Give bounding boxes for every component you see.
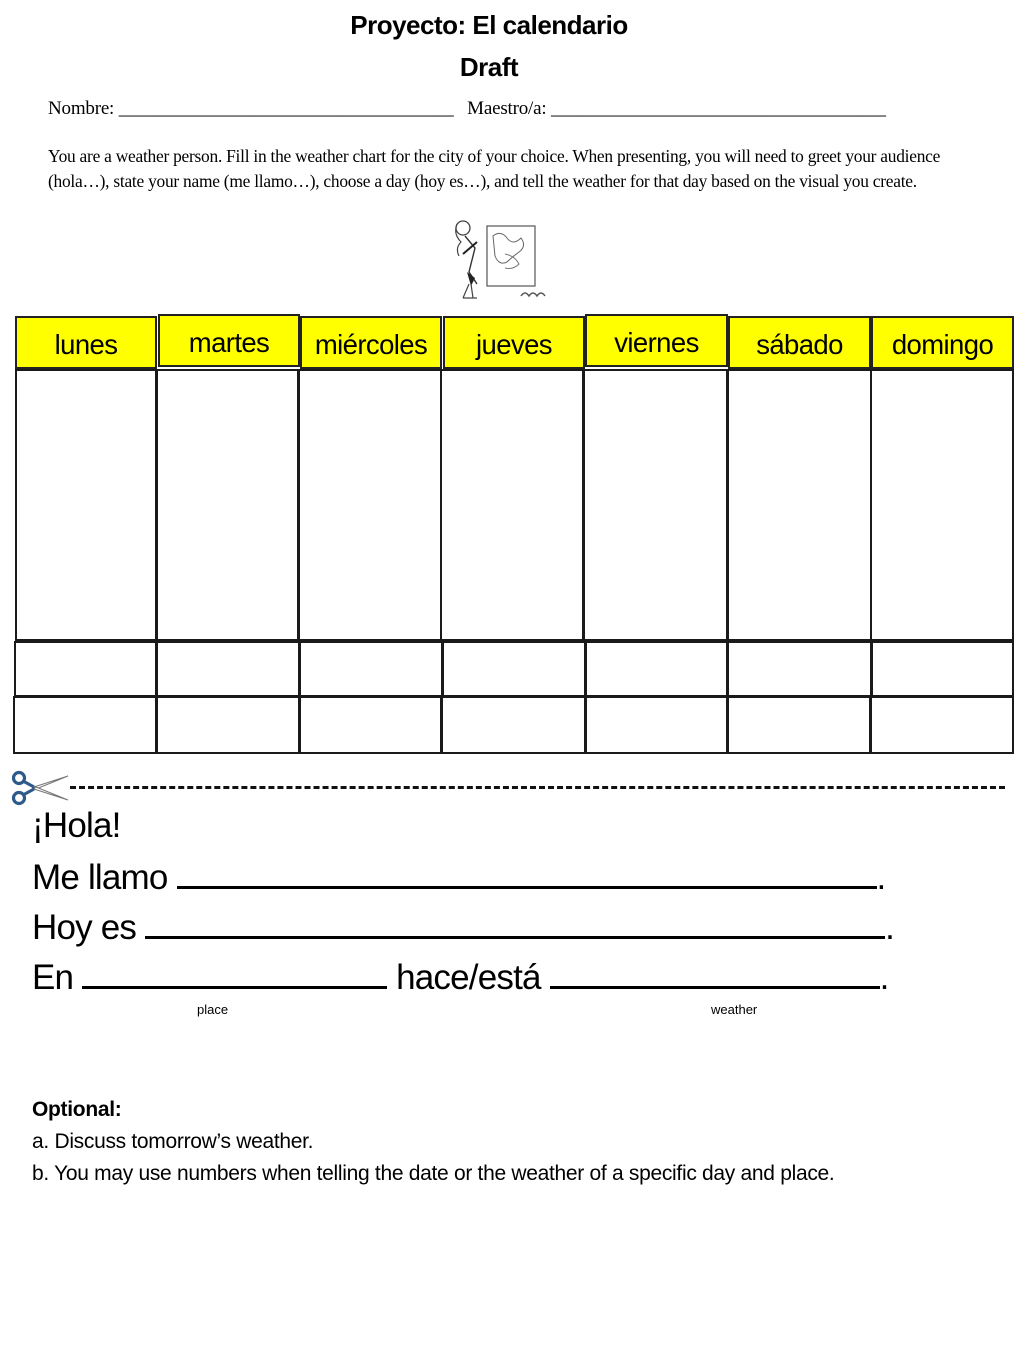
instructions: You are a weather person. Fill in the weather chart for the city of your choice. When presenting, you will need to greet your audience (hola…), state your name (me llamo…), choose a day (hoy es…), and tell the weather for that day based on the visual you create. (48, 146, 941, 191)
name-teacher-fields (48, 98, 886, 120)
me-llamo-label: Me llamo (32, 858, 168, 897)
weather-detail-cell[interactable] (727, 696, 871, 754)
weather-detail-cell[interactable] (871, 641, 1014, 697)
en-label: En (32, 958, 74, 997)
day-sentence (32, 906, 894, 948)
hoy-es-label: Hoy es (32, 908, 137, 947)
place-answer-blank[interactable] (82, 956, 387, 989)
day-header-martes: martes (158, 314, 300, 367)
weather-visual-cell[interactable] (156, 369, 299, 641)
place-caption: place (197, 1002, 229, 1017)
hace-esta-label: hace/está (396, 958, 541, 997)
name-answer-blank[interactable] (177, 856, 877, 889)
weather-presenter-icon (445, 214, 555, 309)
weather-detail-cell[interactable] (442, 641, 586, 697)
greeting-line: ¡Hola! (32, 806, 121, 845)
weather-detail-cell[interactable] (441, 696, 586, 754)
weather-visual-cell[interactable] (727, 369, 872, 641)
page-subtitle: Draft (459, 52, 519, 82)
weather-visual-cell[interactable] (440, 369, 584, 641)
weather-visual-cell[interactable] (15, 369, 157, 641)
day-header-lunes: lunes (15, 316, 157, 369)
optional-item-a: a. Discuss tomorrow’s weather. (32, 1130, 314, 1153)
weather-detail-cell[interactable] (156, 641, 300, 697)
name-label: Nombre: (48, 98, 115, 119)
day-header-miercoles: miércoles (300, 316, 442, 369)
weather-visual-cell[interactable] (583, 369, 728, 641)
period: . (879, 958, 889, 997)
cut-line (70, 786, 1005, 789)
period: . (885, 908, 895, 947)
day-answer-blank[interactable] (145, 906, 885, 939)
weather-detail-cell[interactable] (585, 641, 728, 697)
period: . (876, 858, 886, 897)
weather-detail-cell[interactable] (299, 641, 443, 697)
day-header-sabado: sábado (728, 316, 871, 369)
weather-detail-cell[interactable] (727, 641, 872, 697)
day-header-domingo: domingo (871, 316, 1014, 369)
weather-sentence (32, 956, 889, 998)
weather-detail-cell[interactable] (14, 641, 157, 697)
scissors-icon (10, 770, 70, 806)
weather-detail-cell[interactable] (13, 696, 157, 754)
weather-detail-cell[interactable] (870, 696, 1014, 754)
teacher-label: Maestro/a: (467, 98, 547, 119)
name-blank[interactable]: ____________________________________ (118, 98, 454, 119)
weather-detail-cell[interactable] (585, 696, 728, 754)
weather-caption: weather (711, 1002, 758, 1017)
teacher-blank[interactable]: ____________________________________ (551, 98, 886, 119)
weather-answer-blank[interactable] (550, 956, 880, 989)
name-sentence (32, 856, 885, 898)
day-header-jueves: jueves (443, 316, 585, 369)
weather-detail-cell[interactable] (156, 696, 300, 754)
page-title: Proyecto: El calendario (350, 10, 628, 40)
optional-item-b: b. You may use numbers when telling the date or the weather of a specific day and place. (32, 1162, 835, 1185)
optional-title: Optional: (32, 1098, 122, 1121)
day-header-viernes: viernes (585, 314, 728, 367)
weather-visual-cell[interactable] (298, 369, 442, 641)
weather-detail-cell[interactable] (299, 696, 442, 754)
weather-visual-cell[interactable] (870, 369, 1014, 641)
